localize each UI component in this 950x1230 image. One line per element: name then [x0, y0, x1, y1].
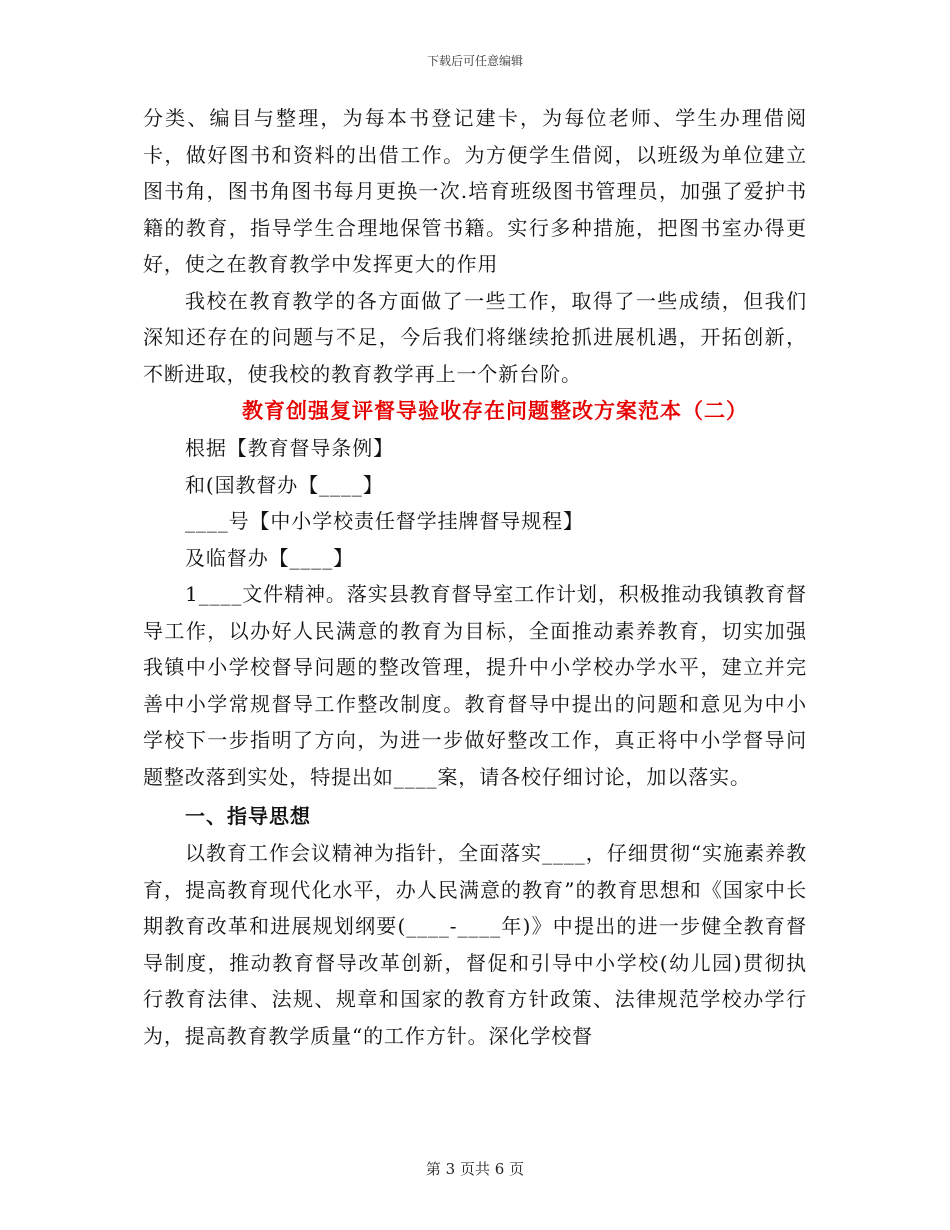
- paragraph-guiding-thought: 以教育工作会议精神为指针，全面落实____，仔细贯彻“实施素养教育，提高教育现代化水平，办人民满意的教育”的教育思想和《国家中长期教育改革和进展规划纲要(____-____年)》中提出的进一步健全教育督导制度，推动教育督导改革创新，督促和引导中小学校(幼儿园)贯彻执行教育法律、法规、规章和国家的教育方针政策、法律规范学校办学行为，提高教育教学质量“的工作方针。深化学校督: [143, 841, 807, 1048]
- paragraph-library-work: 分类、编目与整理，为每本书登记建卡，为每位老师、学生办理借阅卡，做好图书和资料的出借工作。为方便学生借阅，以班级为单位建立图书角，图书角图书每月更换一次.培育班级图书管理员，加强了爱护书籍的教育，指导学生合理地保管书籍。实行多种措施，把图书室办得更好，使之在教育教学中发挥更大的作用: [143, 106, 807, 276]
- line-basis-3: ____号【中小学校责任督学挂牌督导规程】: [185, 509, 584, 533]
- paragraph-purpose: 1____文件精神。落实县教育督导室工作计划，积极推动我镇教育督导工作，以办好人民满意的教育为目标，全面推动素养教育，切实加强我镇中小学校督导问题的整改管理，提升中小学校办学水平，建立并完善中小学常规督导工作整改制度。教育督导中提出的问题和意见为中小学校下一步指明了方向，为进一步做好整改工作，真正将中小学督导问题整改落到实处，特提出如____案，请各校仔细讨论，加以落实。: [143, 582, 807, 789]
- page-header: 下载后可任意编辑: [426, 54, 523, 68]
- line-basis-2: 和(国教督办【____】: [185, 472, 384, 497]
- paragraph-summary: 我校在教育教学的各方面做了一些工作，取得了一些成绩，但我们深知还存在的问题与不足，今后我们将继续抢抓进展机遇，开拓创新，不断进取，使我校的教育教学再上一个新台阶。: [143, 288, 807, 386]
- document-body: [143, 100, 807, 1054]
- line-basis-4: 及临督办【____】: [185, 545, 354, 570]
- section-heading-guiding-thought: 一、指导思想: [185, 804, 311, 828]
- document-title: 教育创强复评督导验收存在问题整改方案范本（二）: [242, 398, 748, 423]
- line-basis-1: 根据【教育督导条例】: [185, 436, 394, 460]
- page-footer: 第 3 页共 6 页: [425, 1160, 525, 1178]
